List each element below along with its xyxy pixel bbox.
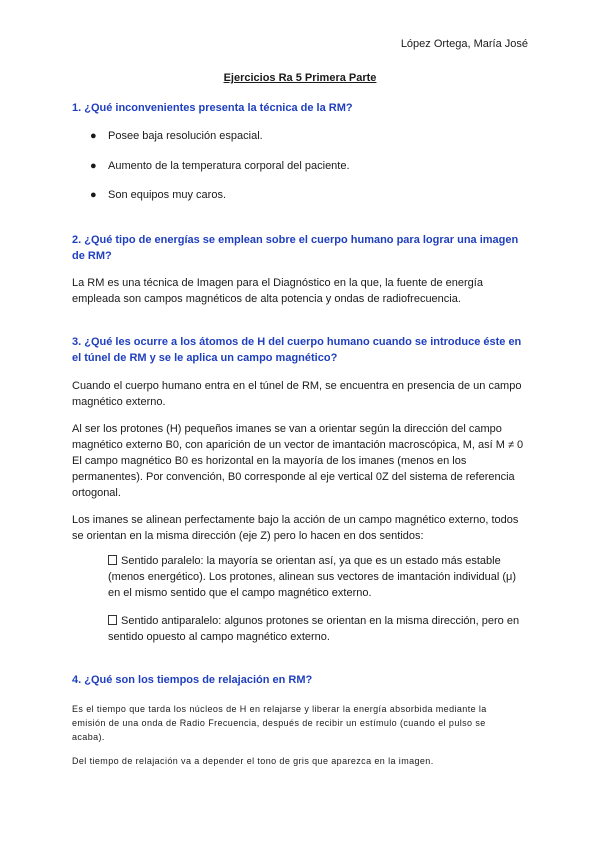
question-3: 3. ¿Qué les ocurre a los átomos de H del cuerpo humano cuando se introduce éste en el túnel de RM y se le aplica un campo magnético?: [72, 336, 522, 364]
answer-4-paragraph-2: Del tiempo de relajación va a depender el tono de gris que aparezca en la imagen.: [72, 756, 434, 766]
author-name: López Ortega, María José: [400, 38, 528, 50]
question-1: 1. ¿Qué inconvenientes presenta la técnica de la RM?: [72, 102, 353, 114]
answer-3-paragraph-2: Al ser los protones (H) pequeños imanes se van a orientar según la dirección del campo magnético externo B0, con aparición de un vector de imantación macroscópica, M, así M ≠ 0 El campo magnético B0 es horizontal en la mayoría de los imanes (menos en los permanentes). Por convención, B0 corresponde al eje vertical 0Z del sistema de referencia ortogonal.: [72, 423, 524, 499]
checkbox-glyph-icon: [108, 555, 117, 565]
list-item: ● Aumento de la temperatura corporal del paciente.: [90, 160, 350, 172]
list-item: ● Son equipos muy caros.: [90, 189, 227, 201]
list-item: ● Posee baja resolución espacial.: [90, 130, 263, 142]
checkbox-glyph-icon: [108, 615, 117, 625]
question-2: 2. ¿Qué tipo de energías se emplean sobre el cuerpo humano para lograr una imagen de RM?: [72, 234, 519, 262]
answer-4-paragraph-1: Es el tiempo que tarda los núcleos de H en relajarse y liberar la energía absorbida mediante la emisión de una onda de Radio Frecuencia, después de recibir un estímulo (cuando el pulso se acaba).: [72, 704, 487, 742]
answer-2: La RM es una técnica de Imagen para el Diagnóstico en la que, la fuente de energía empleada son campos magnéticos de alta potencia y ondas de radiofrecuencia.: [72, 277, 483, 305]
answer-3-paragraph-3: Los imanes se alinean perfectamente bajo la acción de un campo magnético externo, todos se orientan en la misma dirección (eje Z) pero lo hacen en dos sentidos:: [72, 514, 519, 542]
bullet-icon: ●: [90, 189, 97, 201]
question-4: 4. ¿Qué son los tiempos de relajación en RM?: [72, 674, 313, 686]
bullet-icon: ●: [90, 160, 97, 172]
parallel-sense-item: Sentido paralelo: la mayoría se orientan así, ya que es un estado más estable (menos energético). Los protones, alinean sus vectores de imantación individual (μ) en el mismo sentido que el campo magnético externo.: [108, 555, 517, 599]
answer-3-paragraph-1: Cuando el cuerpo humano entra en el túnel de RM, se encuentra en presencia de un campo magnético externo.: [72, 380, 522, 408]
antiparallel-sense-item: Sentido antiparalelo: algunos protones se orientan en la misma dirección, pero en sentido opuesto al campo magnético externo.: [108, 615, 520, 643]
bullet-icon: ●: [90, 130, 97, 142]
document-title: Ejercicios Ra 5 Primera Parte: [223, 72, 377, 84]
